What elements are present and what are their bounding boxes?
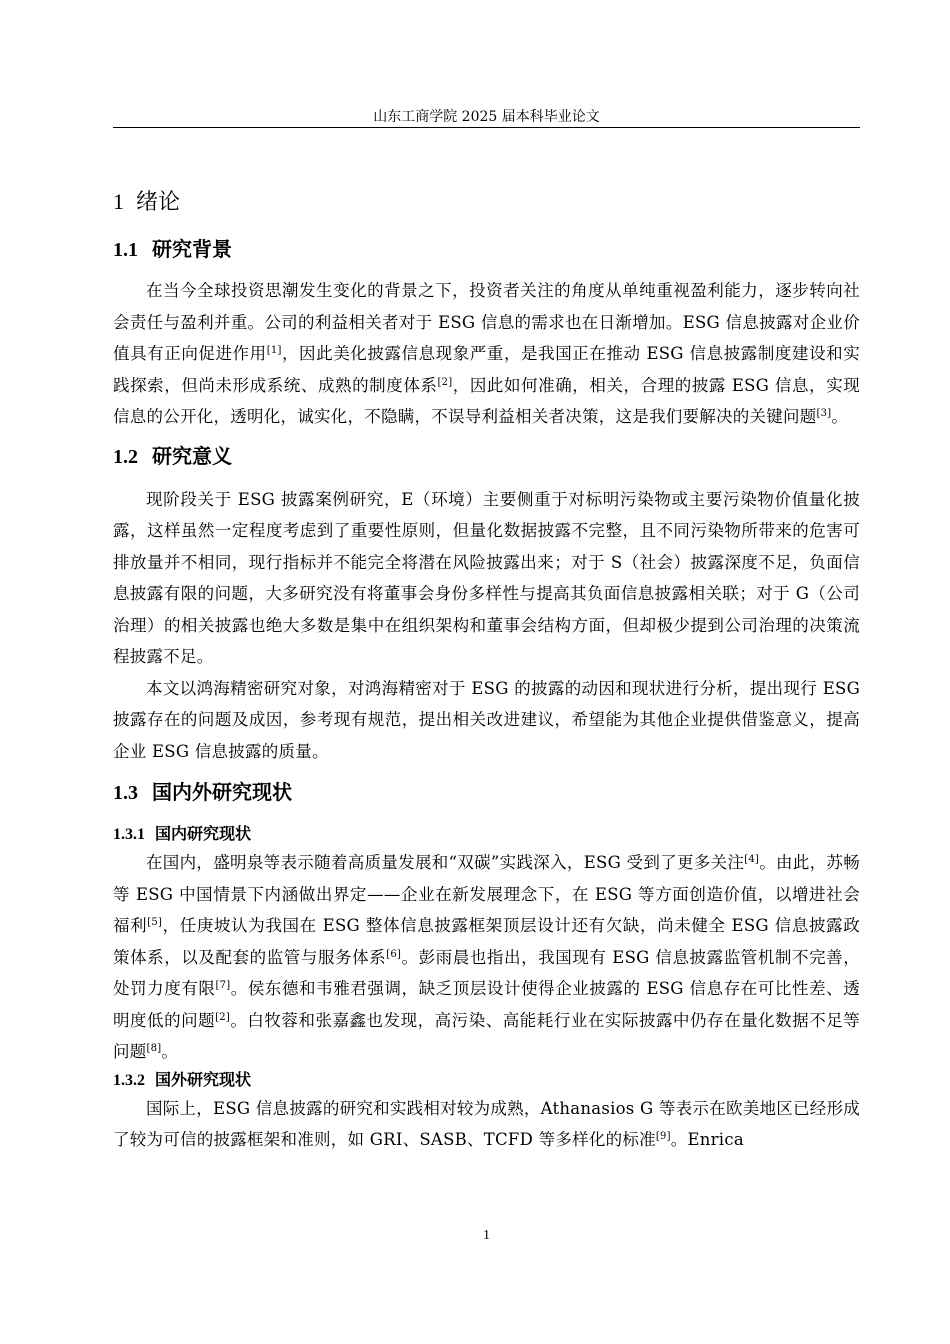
citation-ref: [4] bbox=[744, 854, 760, 865]
paragraph bbox=[113, 847, 860, 1068]
citation-ref: [6] bbox=[386, 948, 402, 960]
paragraph-text: 。Enrica bbox=[670, 1130, 744, 1149]
paragraph-text: 国际上，ESG 信息披露的研究和实践相对较为成熟，Athanasios G 等表示在欧美地区已经形成了较为可信的披露框架和准则，如 GRI、SASB、TCFD 等多样化的标准 bbox=[113, 1098, 860, 1149]
paragraph-text: 。由此，苏畅等 ESG 中国情景下内涵做出界定——企业在新发展理念下，在 ESG 等方面创造价值，以增进社会福利 bbox=[113, 853, 860, 935]
paragraph-text: 在国内，盛明泉等表示随着高质量发展和“双碳”实践深入，ESG 受到了更多关注 bbox=[146, 853, 745, 872]
paragraph-text: 现阶段关于 ESG 披露案例研究，E（环境）主要侧重于对标明污染物或主要污染物价值量化披露，这样虽然一定程度考虑到了重要性原则，但量化数据披露不完整，且不同污染物所带来的危害可排放量并不相同，现行指标并不能完全将潜在风险披露出来；对于 S（社会）披露深度不足，负面信息披露有限的问题，大多研究没有将董事会身份多样性与提高其负面信息披露相关联；对于 G（公司治理）的相关披露也绝大多数是集中在组织架构和董事会结构方面，但却极少提到公司治理的决策流程披露不足。 bbox=[113, 489, 860, 666]
chapter-title bbox=[113, 182, 860, 222]
subsection-heading-1-3-1 bbox=[113, 822, 860, 847]
paragraph bbox=[113, 275, 860, 433]
section-heading-1-3 bbox=[113, 777, 860, 808]
citation-ref: [7] bbox=[215, 980, 231, 991]
page-header: 山东工商学院 2025 届本科毕业论文 bbox=[373, 109, 600, 125]
paragraph-text: 。白牧蓉和张嘉鑫也发现，高污染、高能耗行业在实际披露中仍存在量化数据不足等问题 bbox=[113, 1010, 861, 1061]
paragraph-text: ，因此美化披露信息现象严重，是我国正在推动 ESG 信息披露制度建设和实践探索，但尚未形成系统、成熟的制度体系 bbox=[113, 344, 860, 395]
subsection-number: 1.3.2 bbox=[113, 1071, 145, 1089]
paragraph-text: 。 bbox=[161, 1042, 179, 1061]
paragraph-text: ，因此如何准确，相关，合理的披露 ESG 信息，实现信息的公开化，透明化，诚实化，不隐瞒，不误导利益相关者决策，这是我们要解决的关键问题 bbox=[113, 375, 860, 426]
section-heading-1-1 bbox=[113, 234, 860, 265]
page-number: 1 bbox=[483, 1228, 490, 1243]
citation-ref: [2] bbox=[215, 1011, 231, 1023]
chapter-number: 1 bbox=[113, 189, 124, 214]
section-title: 研究背景 bbox=[152, 237, 232, 261]
paragraph bbox=[113, 673, 860, 768]
section-title: 国内外研究现状 bbox=[152, 780, 292, 804]
subsection-title: 国外研究现状 bbox=[155, 1069, 252, 1089]
paragraph bbox=[113, 1093, 860, 1156]
citation-ref: [1] bbox=[266, 345, 282, 356]
paragraph-text: 。 bbox=[831, 407, 849, 426]
chapter-title-text: 绪论 bbox=[136, 190, 181, 215]
header-rule bbox=[113, 127, 860, 128]
paragraph-text: 本文以鸿海精密研究对象，对鸿海精密对于 ESG 的披露的动因和现状进行分析，提出现行 ESG 披露存在的问题及成因，参考现有规范，提出相关改进建议，希望能为其他企业提供借鉴意义，提高企业 ESG 信息披露的质量。 bbox=[113, 678, 860, 761]
subsection-title: 国内研究现状 bbox=[155, 824, 252, 843]
section-heading-1-2 bbox=[113, 441, 860, 472]
citation-ref: [5] bbox=[147, 917, 163, 928]
citation-ref: [8] bbox=[146, 1043, 162, 1054]
paragraph-text: ，任庚坡认为我国在 ESG 整体信息披露框架顶层设计还有欠缺，尚未健全 ESG 信息披露政策体系，以及配套的监管与服务体系 bbox=[113, 916, 861, 967]
citation-ref: [3] bbox=[816, 408, 832, 419]
paragraph-text: 在当今全球投资思潮发生变化的背景之下，投资者关注的角度从单纯重视盈利能力，逐步转向社会责任与盈利并重。公司的利益相关者对于 ESG 信息的需求也在日渐增加。ESG 信息披露对企业价值具有正向促进作用 bbox=[113, 281, 860, 363]
paragraph bbox=[113, 484, 860, 673]
section-number: 1.1 bbox=[113, 239, 138, 261]
citation-ref: [2] bbox=[437, 376, 453, 388]
subsection-heading-1-3-2 bbox=[113, 1068, 860, 1093]
subsection-number: 1.3.1 bbox=[113, 826, 145, 843]
section-number: 1.2 bbox=[113, 445, 138, 468]
main-content bbox=[113, 182, 860, 1156]
citation-ref: [9] bbox=[655, 1131, 671, 1142]
paragraph-text: 。侯东德和韦雅君强调，缺乏顶层设计使得企业披露的 ESG 信息存在可比性差、透明度低的问题 bbox=[113, 979, 861, 1030]
section-number: 1.3 bbox=[113, 782, 138, 804]
section-title: 研究意义 bbox=[152, 443, 232, 468]
paragraph-text: 。彭雨晨也指出，我国现有 ESG 信息披露监管机制不完善，处罚力度有限 bbox=[113, 947, 860, 998]
